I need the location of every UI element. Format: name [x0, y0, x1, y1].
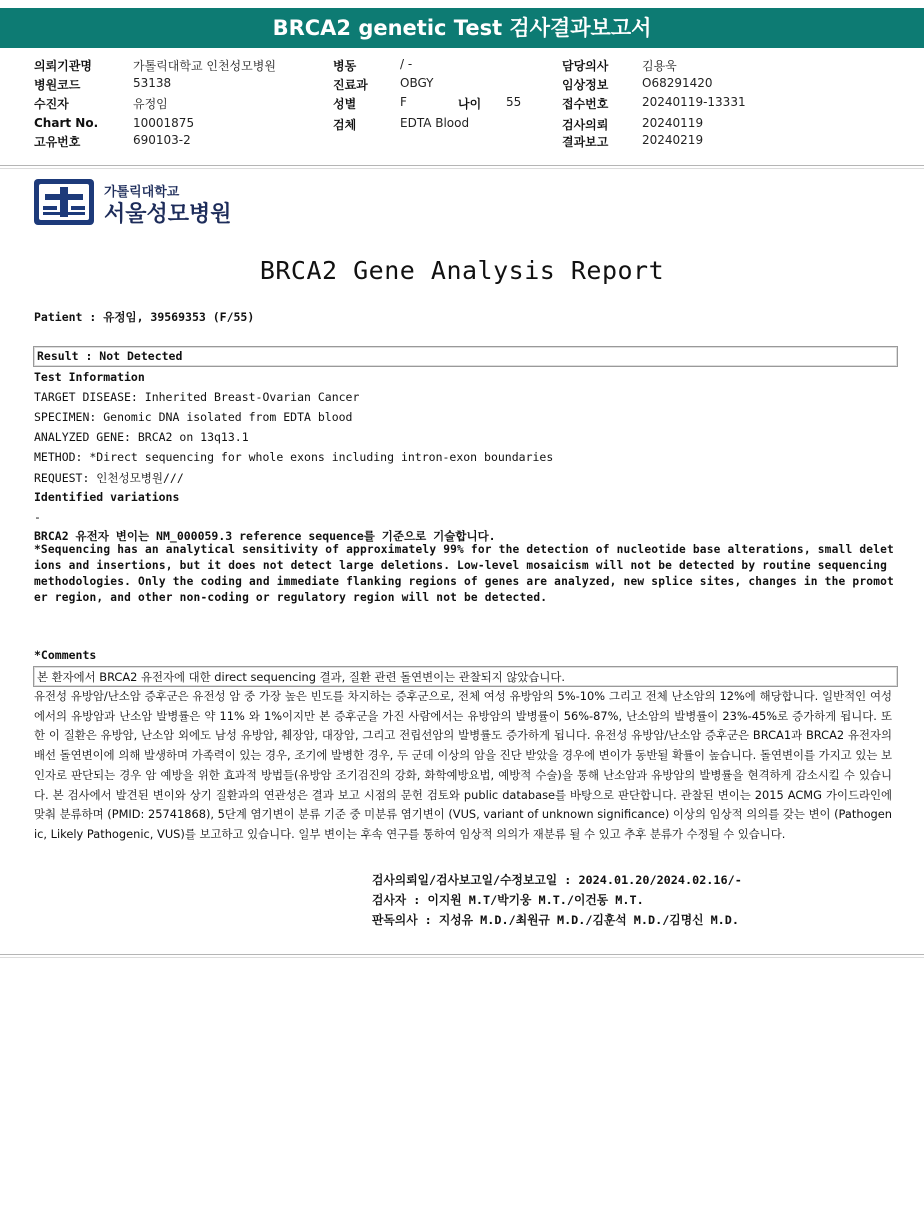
comments-heading: *Comments [34, 648, 97, 662]
header-value: / - [400, 57, 413, 71]
report-dates: 검사의뢰일/검사보고일/수정보고일 : 2024.01.20/2024.02.16/- [372, 873, 742, 887]
header-value: 690103-2 [133, 133, 191, 147]
request: REQUEST: 인천성모병원/// [34, 471, 184, 485]
header-label: 병동 [333, 59, 357, 73]
header-divider [0, 165, 924, 166]
header-label: 고유번호 [34, 135, 81, 149]
header-value: F [400, 95, 407, 109]
hospital-logo-seal [33, 178, 95, 230]
header-value: 10001875 [133, 116, 195, 130]
age-value: 55 [506, 95, 522, 109]
header-label: 임상정보 [562, 78, 609, 92]
report-title: BRCA2 Gene Analysis Report [259, 256, 665, 285]
header-value: 김용욱 [642, 59, 677, 73]
header-label: 결과보고 [562, 135, 609, 149]
specimen: SPECIMEN: Genomic DNA isolated from EDTA blood [34, 410, 353, 424]
header-value: OBGY [400, 76, 434, 90]
examiners: 검사자 : 이지원 M.T/박기웅 M.T./이건동 M.T. [372, 893, 644, 907]
result-box [33, 346, 898, 367]
logo-hospital-name: 서울성모병원 [104, 202, 232, 227]
header-label: Chart No. [34, 116, 99, 130]
header-label: 의뢰기관명 [34, 59, 92, 73]
reference-note: BRCA2 유전자 변이는 NM_000059.3 reference sequence를 기준으로 기술합니다. [34, 529, 496, 543]
identified-value: - [34, 510, 41, 524]
age-label: 나이 [458, 97, 482, 111]
header-label: 검체 [333, 118, 357, 132]
test-info-heading: Test Information [34, 370, 145, 384]
header-value: 20240119 [642, 116, 704, 130]
header-divider-shadow [0, 168, 924, 169]
reading-doctors: 판독의사 : 지성유 M.D./최원규 M.D./김훈석 M.D./김명신 M.D. [372, 913, 739, 927]
header-label: 검사의뢰 [562, 118, 609, 132]
identified-heading: Identified variations [34, 490, 180, 504]
header-label: 병원코드 [34, 78, 81, 92]
header-value: 20240119-13331 [642, 95, 746, 109]
sensitivity-note: *Sequencing has an analytical sensitivity of approximately 99% for the detection of nucleotide base alterations, small deletions and insertions, but it does not detect large deletions. Low-level mosaicism will not be detected by routine sequencing methodologies. Only the coding and immediate flanking regions of genes are analyzed, new splice sites, changes in the promoter region, and other non-coding or regulatory region will not be detected. [34, 543, 894, 604]
header-label: 수진자 [34, 97, 69, 111]
header-label: 성별 [333, 97, 357, 111]
logo-university-name: 가톨릭대학교 [104, 185, 180, 200]
header-label: 담당의사 [562, 59, 609, 73]
result-text: Result : Not Detected [37, 349, 183, 363]
comment-box-text: 본 환자에서 BRCA2 유전자에 대한 direct sequencing 결과, 질환 관련 돌연변이는 관찰되지 않았습니다. [37, 670, 566, 684]
comment-body: 유전성 유방암/난소암 증후군은 유전성 암 중 가장 높은 빈도를 차지하는 증후군으로, 전체 여성 유방암의 5%-10% 그리고 전체 난소암의 12%에 해당합니다. 일반적인 여성에서의 유방암과 난소암 발병률은 약 11% 와 1%이지만 본 증후군을 가진 사람에서는 유방암의 발병률이 56%-87%, 난소암의 발병률이 23%-45%로 증가하게 됩니다. 또한 이 질환은 유방암, 난소암 외에도 남성 유방암, 췌장암, 대장암, 그리고 전립선암의 발병률도 증가하게 됩니다. 유전성 유방암/난소암 증후군은 BRCA1과 BRCA2 유전자의 배선 돌연변이에 의해 발생하며 가족력이 있는 경우, 조기에 발병한 경우, 두 군데 이상의 암을 진단 받았을 경우에 변이가 동반될 확률이 높습니다. 돌연변이를 가지고 있는 보인자로 판단되는 경우 암 예방을 위한 효과적 방법들(유방암 조기검진의 강화, 화학예방요법, 예방적 수술)을 통해 난소암과 유방암의 발병률을 현격하게 감소시킬 수 있습니다. 본 검사에서 발견된 변이와 상기 질환과의 연관성은 결과 보고 시점의 문헌 검토와 public database를 바탕으로 판단합니다. 관찰된 변이는 2015 ACMG 가이드라인에 맞춰 분류하며 (PMID: 25741868), 5단계 염기변이 분류 기준 중 미분류 염기변이 (VUS, variant of unknown significance) 이상의 임상적 의의를 갖는 변이 (Pathogenic, Likely Pathogenic, VUS)를 보고하고 있습니다. 일부 변이는 후속 연구를 통하여 임상적 의의가 재분류 될 수 있고 추후 분류가 수정될 수 있습니다. [34, 689, 892, 841]
header-value: 유정임 [133, 97, 168, 111]
header-value: 53138 [133, 76, 172, 90]
comment-box [33, 666, 898, 687]
header-value: 가톨릭대학교 인천성모병원 [133, 59, 276, 73]
header-label: 접수번호 [562, 97, 609, 111]
header-value: O68291420 [642, 76, 713, 90]
header-value: 20240219 [642, 133, 704, 147]
method: METHOD: *Direct sequencing for whole exons including intron-exon boundaries [34, 450, 554, 464]
header-value: EDTA Blood [400, 116, 470, 130]
footer-divider-shadow [0, 957, 924, 958]
header-label: 진료과 [333, 78, 368, 92]
analyzed-gene: ANALYZED GENE: BRCA2 on 13q13.1 [34, 430, 249, 444]
report-title-bar: BRCA2 genetic Test 검사결과보고서 [0, 8, 924, 48]
footer-divider [0, 954, 924, 955]
target-disease: TARGET DISEASE: Inherited Breast-Ovarian Cancer [34, 390, 360, 404]
patient-line: Patient : 유정임, 39569353 (F/55) [34, 310, 255, 324]
